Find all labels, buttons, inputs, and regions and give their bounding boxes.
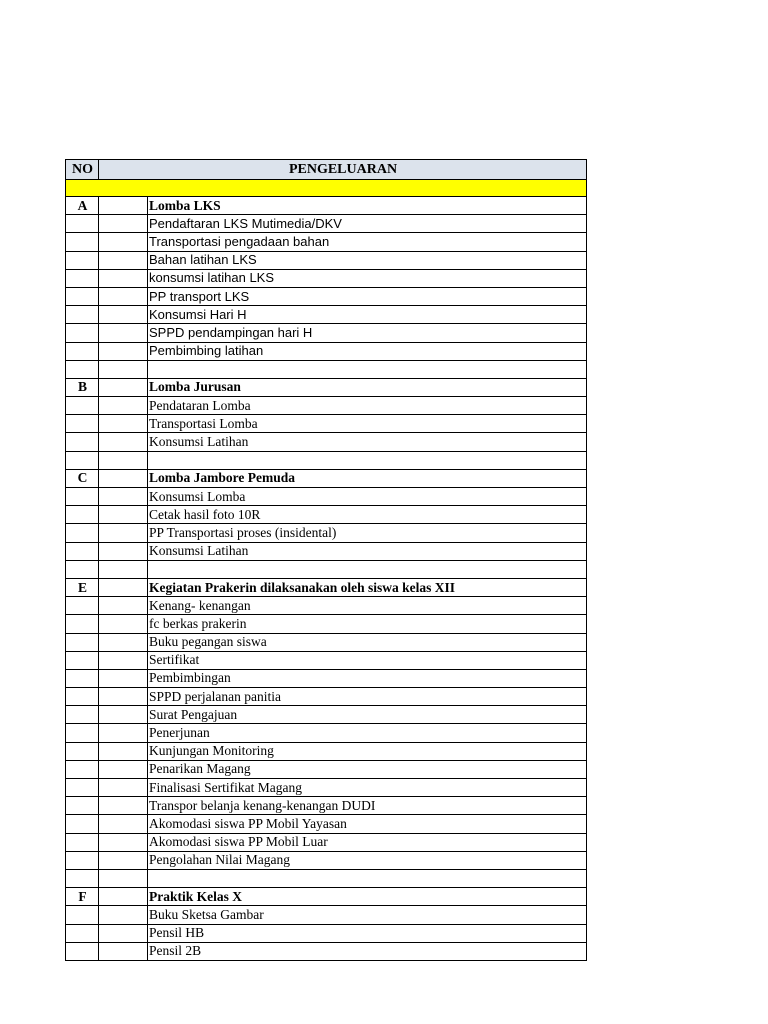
item-spacer-cell[interactable] (99, 233, 148, 251)
item-no-cell[interactable] (66, 833, 99, 851)
item-spacer-cell[interactable] (99, 415, 148, 433)
item-label-cell[interactable]: Pensil 2B (148, 942, 587, 960)
blank-cell[interactable] (148, 360, 587, 378)
item-label-cell[interactable]: Pendataran Lomba (148, 397, 587, 415)
item-no-cell[interactable] (66, 269, 99, 287)
blank-row (66, 360, 587, 378)
item-row (66, 542, 587, 560)
item-label-cell[interactable]: SPPD perjalanan panitia (148, 688, 587, 706)
blank-cell[interactable] (148, 560, 587, 578)
item-label-cell[interactable]: Pengolahan Nilai Magang (148, 851, 587, 869)
item-row (66, 779, 587, 797)
item-label-cell[interactable]: Konsumsi Latihan (148, 542, 587, 560)
item-spacer-cell[interactable] (99, 724, 148, 742)
blank-cell[interactable] (148, 451, 587, 469)
header-no-cell[interactable]: NO (66, 160, 99, 180)
item-spacer-cell[interactable] (99, 342, 148, 360)
section-title-cell[interactable]: Kegiatan Prakerin dilaksanakan oleh siswa kelas XII (148, 578, 587, 596)
item-no-cell[interactable] (66, 524, 99, 542)
item-row (66, 415, 587, 433)
item-label-cell[interactable]: Pembimbingan (148, 669, 587, 687)
expense-table-body (66, 160, 587, 961)
section-spacer-cell[interactable] (99, 469, 148, 487)
item-row (66, 342, 587, 360)
item-label-cell[interactable]: Pensil HB (148, 924, 587, 942)
item-no-cell[interactable] (66, 433, 99, 451)
item-label-cell[interactable]: Finalisasi Sertifikat Magang (148, 779, 587, 797)
section-title-cell[interactable]: Lomba Jambore Pemuda (148, 469, 587, 487)
item-spacer-cell[interactable] (99, 433, 148, 451)
item-row (66, 688, 587, 706)
section-header-row (66, 578, 587, 596)
item-label-cell[interactable]: Surat Pengajuan (148, 706, 587, 724)
item-no-cell[interactable] (66, 342, 99, 360)
item-row (66, 215, 587, 233)
item-label-cell[interactable]: SPPD pendampingan hari H (148, 324, 587, 342)
item-row (66, 506, 587, 524)
item-spacer-cell[interactable] (99, 324, 148, 342)
item-no-cell[interactable] (66, 760, 99, 778)
section-spacer-cell[interactable] (99, 378, 148, 396)
item-no-cell[interactable] (66, 651, 99, 669)
item-spacer-cell[interactable] (99, 506, 148, 524)
item-no-cell[interactable] (66, 542, 99, 560)
item-spacer-cell[interactable] (99, 924, 148, 942)
section-spacer-cell[interactable] (99, 578, 148, 596)
blank-row (66, 560, 587, 578)
item-label-cell[interactable]: PP transport LKS (148, 287, 587, 305)
item-label-cell[interactable]: Akomodasi siswa PP Mobil Luar (148, 833, 587, 851)
item-spacer-cell[interactable] (99, 815, 148, 833)
item-label-cell[interactable]: Pembimbing latihan (148, 342, 587, 360)
item-spacer-cell[interactable] (99, 633, 148, 651)
item-no-cell[interactable] (66, 942, 99, 960)
item-row (66, 724, 587, 742)
section-title-cell[interactable]: Praktik Kelas X (148, 888, 587, 906)
item-no-cell[interactable] (66, 215, 99, 233)
blank-cell[interactable] (66, 360, 99, 378)
item-row (66, 433, 587, 451)
section-code-cell[interactable]: E (66, 578, 99, 596)
item-no-cell[interactable] (66, 851, 99, 869)
item-row (66, 397, 587, 415)
item-label-cell[interactable]: Konsumsi Lomba (148, 488, 587, 506)
item-no-cell[interactable] (66, 633, 99, 651)
item-spacer-cell[interactable] (99, 942, 148, 960)
item-label-cell[interactable]: Kenang- kenangan (148, 597, 587, 615)
item-row (66, 924, 587, 942)
item-spacer-cell[interactable] (99, 669, 148, 687)
item-row (66, 833, 587, 851)
item-spacer-cell[interactable] (99, 706, 148, 724)
blank-cell[interactable] (66, 560, 99, 578)
item-row (66, 488, 587, 506)
blank-row (66, 869, 587, 887)
item-spacer-cell[interactable] (99, 688, 148, 706)
expense-table (65, 159, 587, 961)
item-no-cell[interactable] (66, 397, 99, 415)
item-no-cell[interactable] (66, 506, 99, 524)
item-row (66, 669, 587, 687)
item-row (66, 742, 587, 760)
item-label-cell[interactable]: Akomodasi siswa PP Mobil Yayasan (148, 815, 587, 833)
item-no-cell[interactable] (66, 324, 99, 342)
item-no-cell[interactable] (66, 669, 99, 687)
item-no-cell[interactable] (66, 488, 99, 506)
item-no-cell[interactable] (66, 742, 99, 760)
item-no-cell[interactable] (66, 779, 99, 797)
item-label-cell[interactable]: Buku pegangan siswa (148, 633, 587, 651)
section-code-cell[interactable]: F (66, 888, 99, 906)
item-row (66, 760, 587, 778)
item-label-cell[interactable]: Penarikan Magang (148, 760, 587, 778)
item-row (66, 906, 587, 924)
highlight-cell[interactable] (66, 180, 587, 197)
item-spacer-cell[interactable] (99, 797, 148, 815)
item-label-cell[interactable]: Transportasi pengadaan bahan (148, 233, 587, 251)
item-no-cell[interactable] (66, 597, 99, 615)
item-row (66, 651, 587, 669)
blank-cell[interactable] (148, 869, 587, 887)
item-spacer-cell[interactable] (99, 779, 148, 797)
item-row (66, 615, 587, 633)
section-spacer-cell[interactable] (99, 197, 148, 215)
item-no-cell[interactable] (66, 906, 99, 924)
item-no-cell[interactable] (66, 306, 99, 324)
item-spacer-cell[interactable] (99, 906, 148, 924)
item-label-cell[interactable]: Sertifikat (148, 651, 587, 669)
item-row (66, 851, 587, 869)
section-header-row (66, 888, 587, 906)
item-row (66, 324, 587, 342)
item-no-cell[interactable] (66, 706, 99, 724)
item-label-cell[interactable]: Konsumsi Latihan (148, 433, 587, 451)
blank-row (66, 451, 587, 469)
blank-cell[interactable] (99, 869, 148, 887)
section-header-row (66, 469, 587, 487)
blank-cell[interactable] (99, 360, 148, 378)
item-spacer-cell[interactable] (99, 397, 148, 415)
item-label-cell[interactable]: Transpor belanja kenang-kenangan DUDI (148, 797, 587, 815)
item-spacer-cell[interactable] (99, 306, 148, 324)
item-spacer-cell[interactable] (99, 615, 148, 633)
section-code-cell[interactable]: C (66, 469, 99, 487)
item-row (66, 797, 587, 815)
item-spacer-cell[interactable] (99, 524, 148, 542)
item-no-cell[interactable] (66, 924, 99, 942)
item-spacer-cell[interactable] (99, 851, 148, 869)
item-spacer-cell[interactable] (99, 742, 148, 760)
highlight-row (66, 180, 587, 197)
item-label-cell[interactable]: Bahan latihan LKS (148, 251, 587, 269)
section-code-cell[interactable]: A (66, 197, 99, 215)
item-spacer-cell[interactable] (99, 651, 148, 669)
item-no-cell[interactable] (66, 251, 99, 269)
item-label-cell[interactable]: Pendaftaran LKS Mutimedia/DKV (148, 215, 587, 233)
section-title-cell[interactable]: Lomba Jurusan (148, 378, 587, 396)
item-row (66, 597, 587, 615)
section-spacer-cell[interactable] (99, 888, 148, 906)
item-row (66, 524, 587, 542)
item-spacer-cell[interactable] (99, 287, 148, 305)
item-no-cell[interactable] (66, 287, 99, 305)
item-row (66, 706, 587, 724)
item-no-cell[interactable] (66, 797, 99, 815)
blank-cell[interactable] (99, 560, 148, 578)
item-label-cell[interactable]: Konsumsi Hari H (148, 306, 587, 324)
header-title-cell[interactable]: PENGELUARAN (99, 160, 587, 180)
item-no-cell[interactable] (66, 688, 99, 706)
item-no-cell[interactable] (66, 724, 99, 742)
item-spacer-cell[interactable] (99, 542, 148, 560)
item-row (66, 633, 587, 651)
section-header-row (66, 378, 587, 396)
item-label-cell[interactable]: Penerjunan (148, 724, 587, 742)
blank-cell[interactable] (66, 869, 99, 887)
item-no-cell[interactable] (66, 615, 99, 633)
item-row (66, 942, 587, 960)
item-row (66, 233, 587, 251)
item-no-cell[interactable] (66, 815, 99, 833)
item-no-cell[interactable] (66, 233, 99, 251)
section-header-row (66, 197, 587, 215)
item-label-cell[interactable]: Buku Sketsa Gambar (148, 906, 587, 924)
item-no-cell[interactable] (66, 415, 99, 433)
item-label-cell[interactable]: fc berkas prakerin (148, 615, 587, 633)
item-spacer-cell[interactable] (99, 597, 148, 615)
item-label-cell[interactable]: Transportasi Lomba (148, 415, 587, 433)
item-row (66, 251, 587, 269)
item-spacer-cell[interactable] (99, 251, 148, 269)
blank-cell[interactable] (66, 451, 99, 469)
section-code-cell[interactable]: B (66, 378, 99, 396)
item-row (66, 269, 587, 287)
blank-cell[interactable] (99, 451, 148, 469)
item-row (66, 287, 587, 305)
item-label-cell[interactable]: konsumsi latihan LKS (148, 269, 587, 287)
item-label-cell[interactable]: PP Transportasi proses (insidental) (148, 524, 587, 542)
header-row (66, 160, 587, 180)
item-label-cell[interactable]: Cetak hasil foto 10R (148, 506, 587, 524)
item-spacer-cell[interactable] (99, 488, 148, 506)
item-spacer-cell[interactable] (99, 760, 148, 778)
item-label-cell[interactable]: Kunjungan Monitoring (148, 742, 587, 760)
item-spacer-cell[interactable] (99, 215, 148, 233)
item-row (66, 815, 587, 833)
item-spacer-cell[interactable] (99, 269, 148, 287)
item-row (66, 306, 587, 324)
item-spacer-cell[interactable] (99, 833, 148, 851)
section-title-cell[interactable]: Lomba LKS (148, 197, 587, 215)
